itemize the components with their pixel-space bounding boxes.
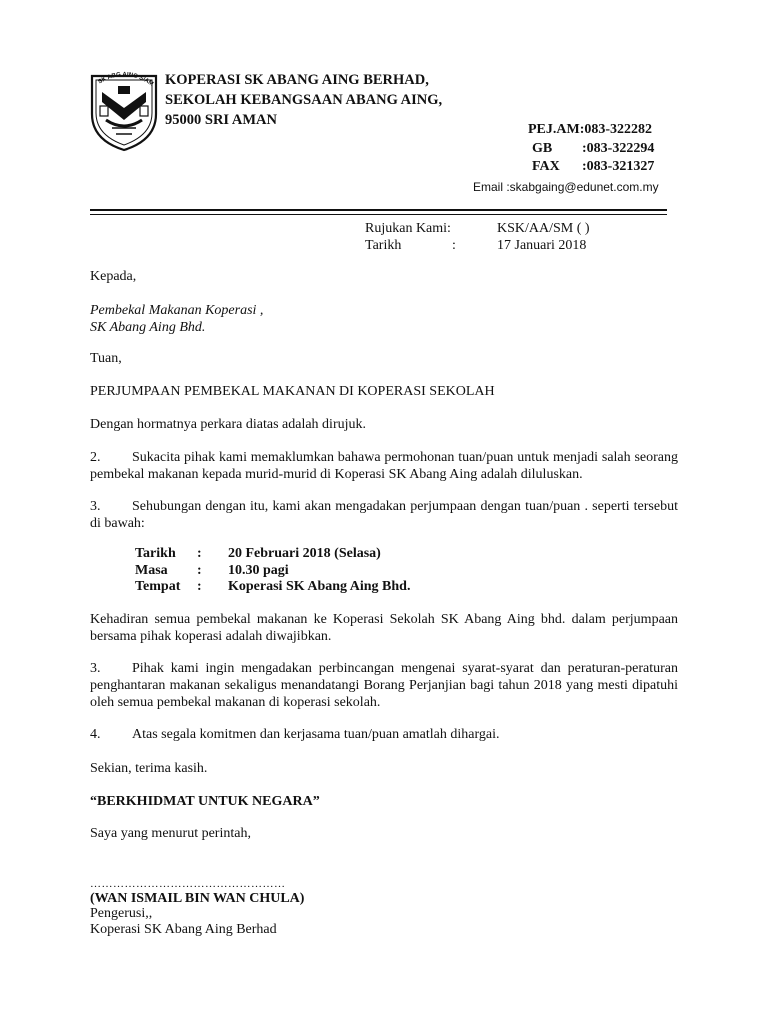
paragraph-text: Sehubungan dengan itu, kami akan mengadakan perjumpaan dengan tuan/puan . seperti tersebut di bawah: xyxy=(90,499,678,531)
date-sep: : xyxy=(452,238,456,253)
to-line: Kepada, xyxy=(90,269,137,284)
subject-heading: PERJUMPAAN PEMBEKAL MAKANAN DI KOPERASI SEKOLAH xyxy=(90,384,495,399)
contact-value: 083-321327 xyxy=(586,159,655,174)
paragraph-number: 4. xyxy=(90,727,101,742)
closing-line: Sekian, terima kasih. xyxy=(90,761,208,776)
signatory-position: Pengerusi,, xyxy=(90,906,153,921)
detail-label: Masa xyxy=(135,562,168,578)
detail-sep: : xyxy=(197,562,202,578)
detail-label: Tarikh xyxy=(135,546,176,561)
detail-row-time xyxy=(135,563,410,580)
logo-text: SK ABG AING S/AM xyxy=(97,71,155,88)
meeting-details xyxy=(135,546,410,596)
order-line: Saya yang menurut perintah, xyxy=(90,826,251,841)
paragraph-number: 3. xyxy=(90,661,101,676)
paragraph-1: Dengan hormatnya perkara diatas adalah dirujuk. xyxy=(90,417,367,432)
motto: “BERKHIDMAT UNTUK NEGARA” xyxy=(90,794,320,809)
paragraph-2 xyxy=(90,449,678,483)
contact-sep: : xyxy=(582,140,587,156)
paragraph-number: 3. xyxy=(90,499,101,514)
paragraph-text: Sukacita pihak kami memaklumkan bahawa permohonan tuan/puan untuk menjadi salah seorang pembekal makanan kepada murid-murid di Koperasi SK Abang Aing adalah diluluskan. xyxy=(90,450,678,482)
reference-label: Rujukan Kami: xyxy=(365,221,451,236)
signatory-organization: Koperasi SK Abang Aing Berhad xyxy=(90,922,277,937)
paragraph-4: Kehadiran semua pembekal makanan ke Koperasi Sekolah SK Abang Aing bhd. dalam perjumpaan bersama pihak koperasi adalah diwajibkan. xyxy=(90,612,678,644)
date-value: 17 Januari 2018 xyxy=(497,238,587,253)
paragraph-text: Atas segala komitmen dan kerjasama tuan/puan amatlah dihargai. xyxy=(132,727,500,742)
contact-sep: : xyxy=(582,159,587,174)
paragraph-number: 2. xyxy=(90,450,101,465)
recipient-line-1: Pembekal Makanan Koperasi , xyxy=(90,303,264,318)
paragraph-3 xyxy=(90,498,678,532)
contact-label: PEJ.AM xyxy=(528,122,580,137)
date-label: Tarikh xyxy=(365,238,402,253)
recipient-line-2: SK Abang Aing Bhd. xyxy=(90,320,206,335)
org-line-1: KOPERASI SK ABANG AING BERHAD, xyxy=(165,72,429,88)
paragraph-text: Pihak kami ingin mengadakan perbincangan mengenai syarat-syarat dan peraturan-peraturan penghantaran makanan sekaligus menandatangi Borang Perjanjian bagi tahun 2018 yang mesti dipatuhi oleh semua pembekal makanan di koperasi sekolah. xyxy=(90,661,678,710)
org-line-2: SEKOLAH KEBANGSAAN ABANG AING, xyxy=(165,92,443,108)
organization-heading xyxy=(165,70,442,130)
contact-fax xyxy=(528,158,654,177)
salutation: Tuan, xyxy=(90,351,122,366)
detail-row-date xyxy=(135,546,410,563)
detail-sep: : xyxy=(197,546,202,561)
detail-value: 10.30 pagi xyxy=(228,562,289,578)
contact-label: GB xyxy=(532,140,553,156)
paragraph-6 xyxy=(90,726,678,743)
detail-value: 20 Februari 2018 (Selasa) xyxy=(228,546,381,561)
signature-dots: …………………………………………… xyxy=(90,878,286,890)
school-crest-logo xyxy=(88,62,160,152)
paragraph-5 xyxy=(90,660,678,711)
detail-sep: : xyxy=(197,579,202,594)
contact-sep: : xyxy=(579,122,585,137)
header-divider-thin xyxy=(90,214,667,215)
org-line-3: 95000 SRI AMAN xyxy=(165,112,277,128)
contact-gb xyxy=(528,140,654,159)
detail-row-place xyxy=(135,579,410,596)
contact-value: 083-322282 xyxy=(584,122,653,137)
contact-value: 083-322294 xyxy=(586,140,655,156)
detail-value: Koperasi SK Abang Aing Bhd. xyxy=(228,579,411,594)
detail-label: Tempat xyxy=(135,579,181,594)
signatory-name: (WAN ISMAIL BIN WAN CHULA) xyxy=(90,891,305,906)
reference-block xyxy=(365,220,590,254)
email-address: Email :skabgaing@edunet.com.my xyxy=(473,180,659,194)
contact-office xyxy=(528,121,654,140)
contact-block xyxy=(528,121,654,177)
header-divider-thick xyxy=(90,209,667,211)
reference-value: KSK/AA/SM ( ) xyxy=(497,221,590,236)
contact-label: FAX xyxy=(532,159,560,174)
